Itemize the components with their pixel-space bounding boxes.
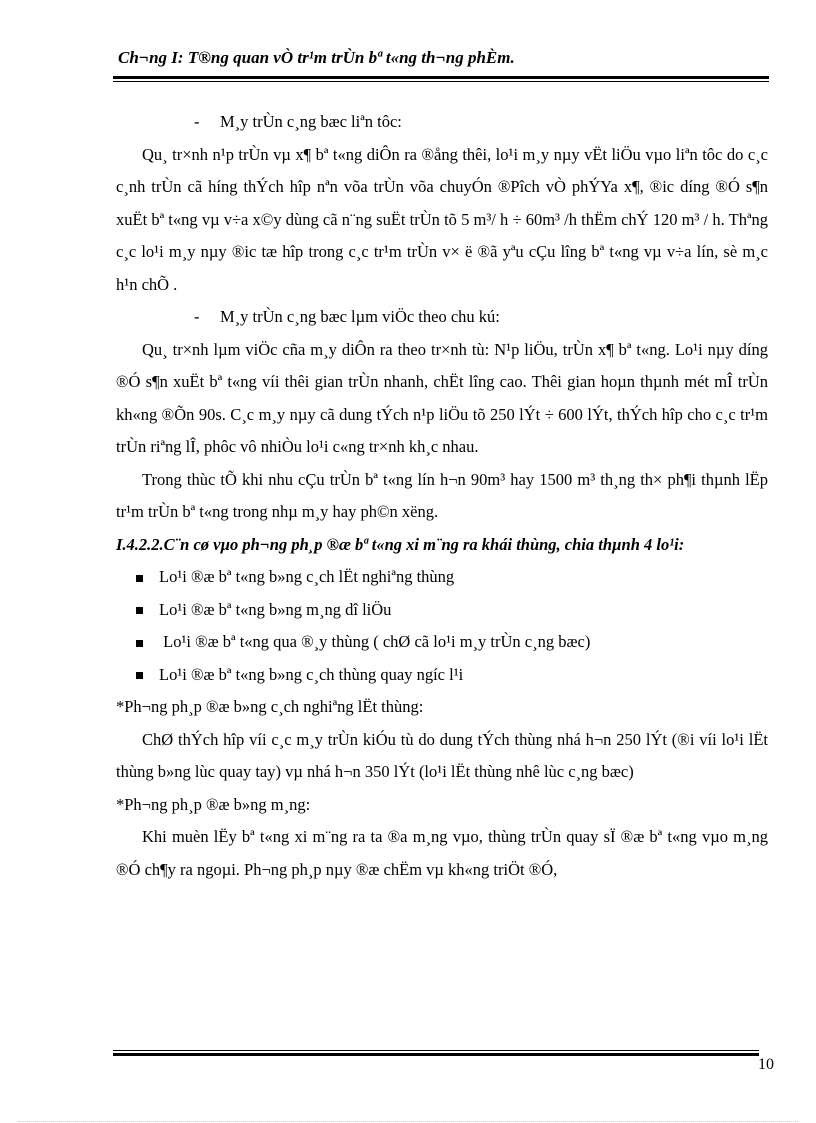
square-bullet-icon xyxy=(136,575,143,582)
section-heading: I.4.2.2.C¨n cø vµo ph¬ng ph¸p ®æ bª t«ng xi m¨ng ra khái thùng, chia thµnh 4 lo¹i: xyxy=(116,534,685,554)
subheading: *Ph¬ng ph¸p ®æ b»ng m¸ng: xyxy=(116,794,311,814)
header-rule-thin xyxy=(113,81,769,82)
paragraph: Khi muèn lËy bª t«ng xi m¨ng ra ta ®a m¸ng vµo, thùng trÙn quay sÏ ®æ bª t«ng vµo m¸ng ®Ó ch¶y ra ngoµi. Ph¬ng ph¸p nµy ®æ chËm vµ kh«ng triÖt ®Ó, xyxy=(116,827,768,879)
square-bullet-icon xyxy=(136,672,143,679)
list-item: Lo¹i ®æ bª t«ng b»ng c¸ch lËt nghiªng thùng xyxy=(116,561,768,594)
subheading: *Ph¬ng ph¸p ®æ b»ng c¸ch nghiªng lËt thùng: xyxy=(116,697,424,716)
header-rule-thick xyxy=(113,76,769,79)
page-header: Ch¬ng I: T®ng quan vÒ tr¹m trÙn bª t«ng th¬ng phÈm. xyxy=(118,48,515,67)
list-item: Lo¹i ®æ bª t«ng b»ng c¸ch thùng quay ngíc l¹i xyxy=(116,659,768,692)
page-boundary xyxy=(18,1121,798,1122)
paragraph: ChØ thÝch hîp víi c¸c m¸y trÙn kiÓu tù do dung tÝch thùng nhá h¬n 250 lÝt (®i víi lo¹i lËt thùng b»ng lùc quay tay) vµ nhá h¬n 350 lÝt (lo¹i lËt thùng nhê lùc c¸ng bæc) xyxy=(116,729,768,781)
footer-rule-thick xyxy=(113,1053,759,1056)
paragraph: Qu¸ tr×nh n¹p trÙn vµ x¶ bª t«ng diÔn ra ®ång thêi, lo¹i m¸y nµy vËt liÖu vµo liªn tôc do c¸c c¸nh trÙn cã híng thÝch hîp nªn võa trÙn võa chuyÓn ®Pîch vÒ phÝYa x¶, ®ic díng ®Ó s¶n xuËt bª t«ng vµ v÷a x©y dùng cã n¨ng suËt trÙn tõ 5 m³/ h ÷ 60m³ /h thËm chÝ 120 m³ / h. Thªng c¸c lo¹i m¸y nµy ®ic tæ hîp trong c¸c tr¹m trÙn v× ë ®ã yªu cÇu lîng bª t«ng vµ v÷a lín, sè m¸c h¹n chÕ . xyxy=(116,144,768,294)
footer-rule-thin xyxy=(113,1050,759,1051)
square-bullet-icon xyxy=(136,640,143,647)
paragraph: Qu¸ tr×nh lµm viÖc cña m¸y diÔn ra theo tr×nh tù: N¹p liÖu, trÙn x¶ bª t«ng. Lo¹i nµy díng ®Ó s¶n xuËt bª t«ng víi thêi gian trÙn nhanh, chËt lîng cao. Thêi gian hoµn thµnh mét mÎ trÙn kh«ng ®Õn 90s. C¸c m¸y nµy cã dung tÝch n¹p liÖu tõ 250 lÝt ÷ 600 lÝt, thÝch hîp cho c¸c tr¹m trÙn riªng lÎ, phôc vô nhiÒu lo¹i c«ng tr×nh kh¸c nhau. xyxy=(116,339,768,456)
paragraph: Trong thùc tÕ khi nhu cÇu trÙn bª t«ng lín h¬n 90m³ hay 1500 m³ th¸ng th× ph¶i thµnh lËp tr¹m trÙn bª t«ng trong nhµ m¸y hay ph©n xëng. xyxy=(116,469,768,521)
dash-item: - M¸y trÙn c¸ng bæc lµm viÖc theo chu kú: xyxy=(194,307,500,326)
dash-item: - M¸y trÙn c¸ng bæc liªn tôc: xyxy=(194,112,402,131)
list-item: Lo¹i ®æ bª t«ng b»ng m¸ng dî liÖu xyxy=(116,594,768,627)
page-number: 10 xyxy=(758,1056,774,1073)
list-item: Lo¹i ®æ bª t«ng qua ®¸y thùng ( chØ cã lo¹i m¸y trÙn c¸ng bæc) xyxy=(116,626,768,659)
square-bullet-icon xyxy=(136,607,143,614)
page-body xyxy=(116,106,768,886)
